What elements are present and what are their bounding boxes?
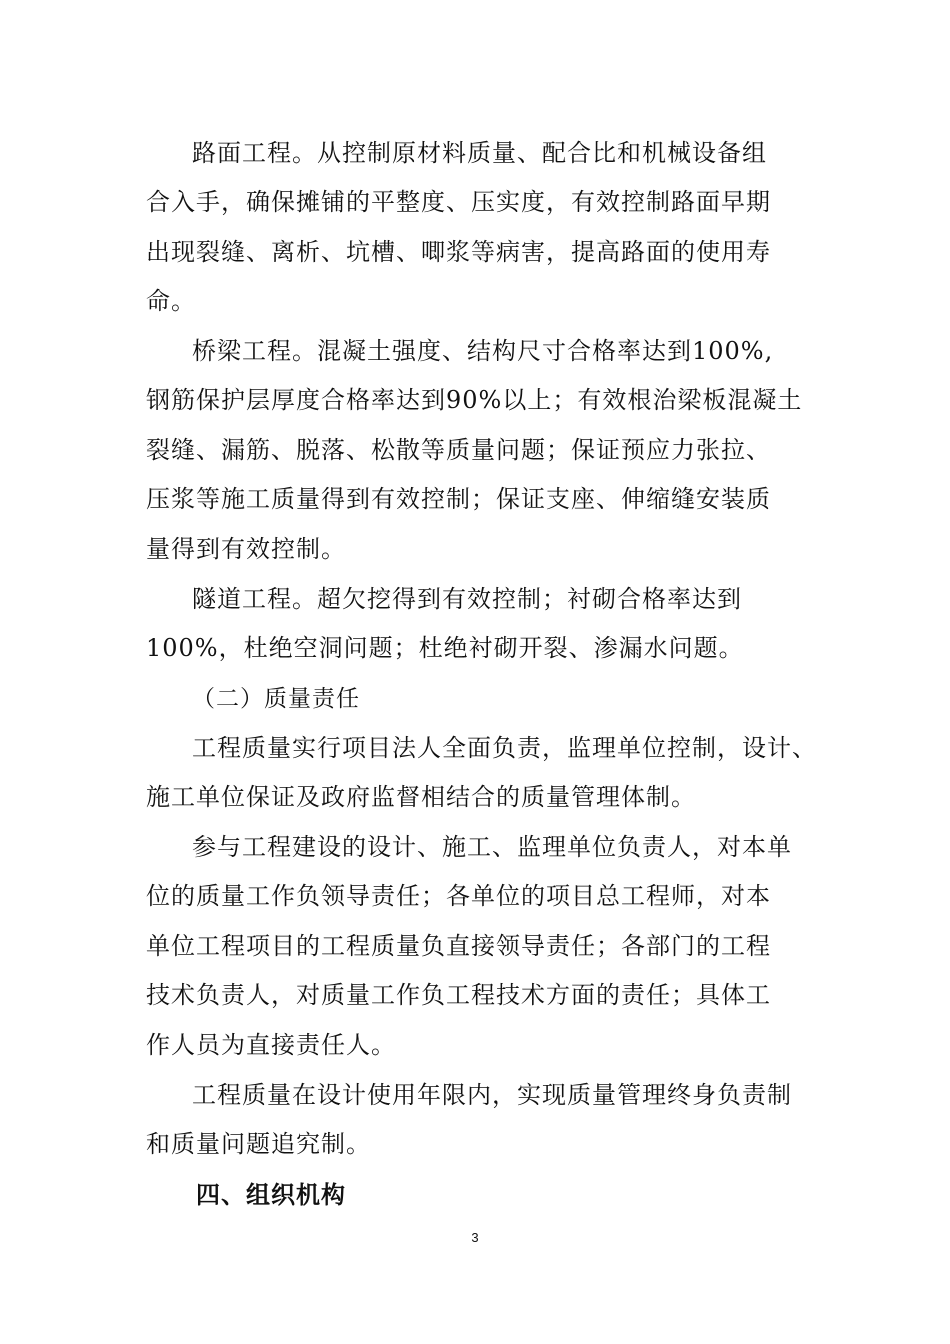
tunnel-paragraph-line-1: 隧道工程。超欠挖得到有效控制；衬砌合格率达到 bbox=[192, 585, 742, 613]
bridge-paragraph-line-5: 量得到有效控制。 bbox=[146, 535, 346, 563]
participants-line-2: 位的质量工作负领导责任；各单位的项目总工程师，对本 bbox=[146, 882, 771, 910]
subheading-quality-responsibility: （二）质量责任 bbox=[192, 686, 360, 712]
road-paragraph-line-1: 路面工程。从控制原材料质量、配合比和机械设备组 bbox=[192, 139, 767, 167]
road-paragraph-line-2: 合入手，确保摊铺的平整度、压实度，有效控制路面早期 bbox=[146, 188, 771, 216]
lifetime-line-2: 和质量问题追究制。 bbox=[146, 1130, 371, 1158]
bridge-paragraph-line-4: 压浆等施工质量得到有效控制；保证支座、伸缩缝安装质 bbox=[146, 485, 771, 513]
participants-line-3: 单位工程项目的工程质量负直接领导责任；各部门的工程 bbox=[146, 932, 771, 960]
responsibility-system-line-1: 工程质量实行项目法人全面负责，监理单位控制，设计、 bbox=[192, 734, 817, 762]
bridge-paragraph-line-1: 桥梁工程。混凝土强度、结构尺寸合格率达到100%, bbox=[192, 337, 774, 365]
participants-line-1: 参与工程建设的设计、施工、监理单位负责人，对本单 bbox=[192, 833, 792, 861]
tunnel-paragraph-line-2: 100%，杜绝空洞问题；杜绝衬砌开裂、渗漏水问题。 bbox=[146, 634, 744, 662]
bridge-paragraph-line-2: 钢筋保护层厚度合格率达到90%以上；有效根治梁板混凝土 bbox=[146, 386, 803, 414]
responsibility-system-line-2: 施工单位保证及政府监督相结合的质量管理体制。 bbox=[146, 783, 696, 811]
participants-line-5: 作人员为直接责任人。 bbox=[146, 1031, 396, 1059]
road-paragraph-line-3: 出现裂缝、离析、坑槽、唧浆等病害，提高路面的使用寿 bbox=[146, 238, 771, 266]
road-paragraph-line-4: 命。 bbox=[146, 287, 196, 315]
participants-line-4: 技术负责人，对质量工作负工程技术方面的责任；具体工 bbox=[146, 981, 771, 1009]
heading-organization: 四、组织机构 bbox=[196, 1181, 346, 1209]
bridge-paragraph-line-3: 裂缝、漏筋、脱落、松散等质量问题；保证预应力张拉、 bbox=[146, 436, 771, 464]
page-number: 3 bbox=[471, 1230, 479, 1245]
lifetime-line-1: 工程质量在设计使用年限内，实现质量管理终身负责制 bbox=[192, 1081, 792, 1109]
